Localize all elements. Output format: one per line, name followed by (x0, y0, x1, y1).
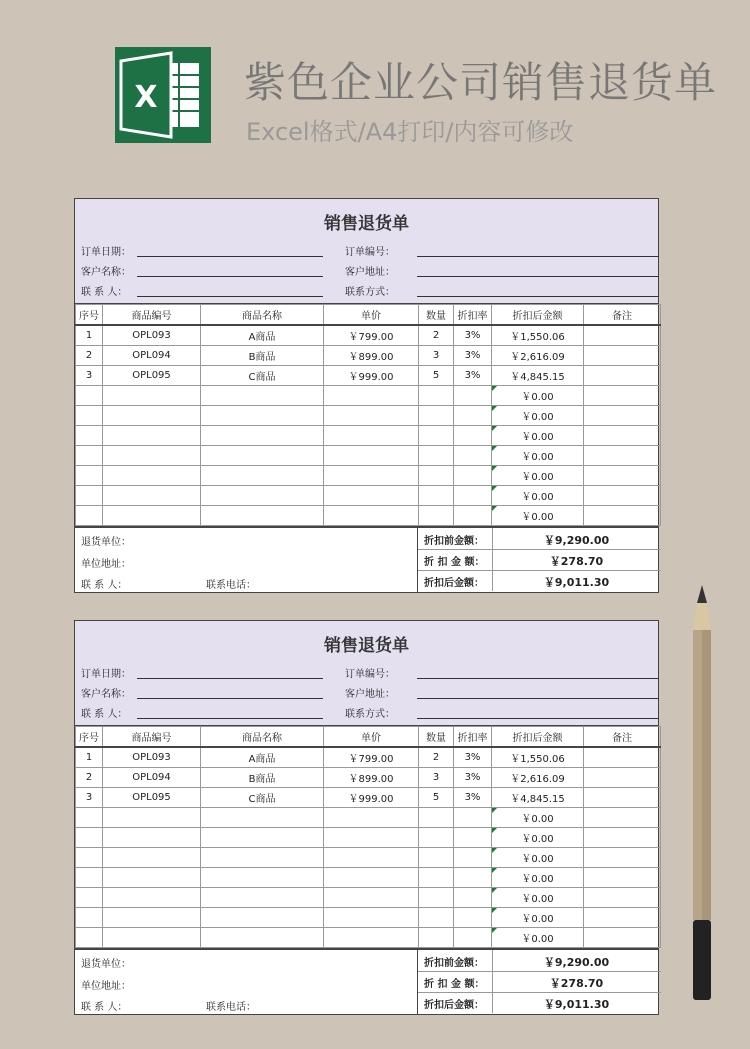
cell-no[interactable] (76, 466, 103, 486)
cell-no[interactable] (76, 486, 103, 506)
cell-note[interactable] (584, 366, 661, 386)
customer-address-label: 客户地址： (345, 689, 395, 700)
cell-price[interactable] (324, 386, 419, 406)
col-amount: 折扣后金额 (492, 727, 584, 748)
formula-indicator-icon (492, 486, 497, 491)
cell-rate[interactable] (454, 848, 492, 868)
cell-code[interactable] (103, 908, 201, 928)
col-no: 序号 (76, 727, 103, 748)
col-price: 单价 (324, 727, 419, 748)
cell-price[interactable] (324, 426, 419, 446)
order-no-label: 订单编号： (345, 247, 395, 258)
table-header-row (76, 727, 661, 748)
total-before-discount (418, 528, 661, 550)
cell-qty[interactable]: 3 (419, 768, 454, 788)
col-amount: 折扣后金额 (492, 305, 584, 326)
cell-price[interactable] (324, 828, 419, 848)
formula-indicator-icon (492, 888, 497, 893)
cell-amount[interactable]: ￥0.00 (492, 848, 584, 868)
col-note: 备注 (584, 305, 661, 326)
cell-price[interactable] (324, 888, 419, 908)
cell-price[interactable] (324, 406, 419, 426)
table-row (76, 466, 661, 486)
cell-note[interactable] (584, 325, 661, 346)
cell-code[interactable]: OPL093 (103, 747, 201, 768)
cell-name[interactable] (201, 828, 324, 848)
cell-note[interactable] (584, 888, 661, 908)
customer-address-field[interactable] (417, 276, 659, 277)
cell-rate[interactable] (454, 928, 492, 948)
cell-price[interactable]: ￥999.00 (324, 366, 419, 386)
cell-note[interactable] (584, 386, 661, 406)
cell-note[interactable] (584, 808, 661, 828)
col-rate: 折扣率 (454, 305, 492, 326)
cell-qty[interactable]: 3 (419, 346, 454, 366)
contact-phone-label: 联系电话： (206, 1002, 256, 1013)
cell-amount[interactable]: ￥0.00 (492, 386, 584, 406)
cell-no[interactable] (76, 426, 103, 446)
discount-value: ￥278.70 (549, 555, 604, 568)
cell-qty[interactable]: 2 (419, 747, 454, 768)
after-discount-value: ￥9,011.30 (543, 998, 610, 1011)
customer-name-label: 客户名称： (81, 689, 131, 700)
cell-no[interactable] (76, 828, 103, 848)
cell-no[interactable]: 3 (76, 366, 103, 386)
cell-rate[interactable] (454, 386, 492, 406)
cell-name[interactable]: A商品 (201, 747, 324, 768)
order-no-label: 订单编号： (345, 669, 395, 680)
cell-rate[interactable] (454, 426, 492, 446)
totals-box (417, 528, 661, 592)
cell-no[interactable] (76, 908, 103, 928)
cell-code[interactable] (103, 848, 201, 868)
contact-phone-label: 联系电话： (206, 580, 256, 591)
cell-code[interactable]: OPL094 (103, 768, 201, 788)
table-row (76, 747, 661, 768)
cell-note[interactable] (584, 406, 661, 426)
contact-field[interactable] (137, 296, 323, 297)
cell-code[interactable] (103, 386, 201, 406)
cell-qty[interactable] (419, 386, 454, 406)
customer-address-label: 客户地址： (345, 267, 395, 278)
cell-amount[interactable]: ￥0.00 (492, 828, 584, 848)
totals-box (417, 950, 661, 1014)
cell-name[interactable]: B商品 (201, 768, 324, 788)
customer-address-field[interactable] (417, 698, 659, 699)
cell-no[interactable] (76, 808, 103, 828)
cell-amount[interactable]: ￥1,550.06 (492, 747, 584, 768)
table-header-row (76, 305, 661, 326)
table-row (76, 506, 661, 526)
table-row (76, 386, 661, 406)
cell-name[interactable]: B商品 (201, 346, 324, 366)
sheet-title: 销售退货单 (324, 214, 409, 234)
cell-no[interactable] (76, 406, 103, 426)
total-after-discount (418, 570, 661, 591)
contact-method-field[interactable] (417, 718, 659, 719)
cell-qty[interactable] (419, 486, 454, 506)
cell-code[interactable]: OPL095 (103, 788, 201, 808)
cell-price[interactable] (324, 486, 419, 506)
table-row (76, 828, 661, 848)
cell-code[interactable] (103, 466, 201, 486)
cell-name[interactable] (201, 486, 324, 506)
table-row (76, 406, 661, 426)
cell-no[interactable]: 2 (76, 768, 103, 788)
svg-text:X: X (134, 80, 158, 115)
cell-name[interactable] (201, 888, 324, 908)
cell-rate[interactable]: 3% (454, 788, 492, 808)
cell-rate[interactable] (454, 406, 492, 426)
unit-address-label: 单位地址： (81, 981, 131, 992)
table-row (76, 808, 661, 828)
sheet-header (75, 199, 658, 304)
cell-note[interactable] (584, 446, 661, 466)
table-row (76, 325, 661, 346)
cell-qty[interactable] (419, 828, 454, 848)
cell-amount[interactable]: ￥0.00 (492, 446, 584, 466)
return-form-sheet-copy (74, 620, 659, 1015)
cell-amount[interactable]: ￥0.00 (492, 928, 584, 948)
cell-code[interactable] (103, 828, 201, 848)
formula-indicator-icon (492, 828, 497, 833)
cell-note[interactable] (584, 426, 661, 446)
table-row (76, 446, 661, 466)
col-code: 商品编号 (103, 305, 201, 326)
cell-qty[interactable] (419, 466, 454, 486)
cell-amount[interactable]: ￥2,616.09 (492, 768, 584, 788)
cell-no[interactable]: 1 (76, 325, 103, 346)
cell-name[interactable]: A商品 (201, 325, 324, 346)
discount-value: ￥278.70 (549, 977, 604, 990)
order-date-label: 订单日期： (81, 669, 131, 680)
cell-price[interactable] (324, 466, 419, 486)
cell-price[interactable]: ￥999.00 (324, 788, 419, 808)
cell-rate[interactable] (454, 888, 492, 908)
cell-amount[interactable]: ￥0.00 (492, 868, 584, 888)
cell-price[interactable]: ￥899.00 (324, 768, 419, 788)
formula-indicator-icon (492, 848, 497, 853)
order-date-label: 订单日期： (81, 247, 131, 258)
cell-no[interactable] (76, 888, 103, 908)
cell-rate[interactable] (454, 486, 492, 506)
cell-code[interactable] (103, 506, 201, 526)
col-qty: 数量 (419, 727, 454, 748)
cell-price[interactable]: ￥799.00 (324, 747, 419, 768)
cell-amount[interactable]: ￥0.00 (492, 486, 584, 506)
cell-no[interactable]: 3 (76, 788, 103, 808)
contact-method-label: 联系方式： (345, 287, 395, 298)
col-price: 单价 (324, 305, 419, 326)
col-qty: 数量 (419, 305, 454, 326)
cell-rate[interactable] (454, 446, 492, 466)
page-title: 紫色企业公司销售退货单 (244, 58, 718, 107)
cell-name[interactable] (201, 868, 324, 888)
page-header (0, 0, 750, 180)
cell-name[interactable] (201, 848, 324, 868)
cell-amount[interactable]: ￥0.00 (492, 808, 584, 828)
formula-indicator-icon (492, 446, 497, 451)
cell-rate[interactable] (454, 506, 492, 526)
formula-indicator-icon (492, 908, 497, 913)
table-row (76, 346, 661, 366)
after-discount-value: ￥9,011.30 (543, 576, 610, 589)
formula-indicator-icon (492, 868, 497, 873)
formula-indicator-icon (492, 386, 497, 391)
cell-amount[interactable]: ￥0.00 (492, 908, 584, 928)
cell-rate[interactable] (454, 908, 492, 928)
cell-name[interactable] (201, 908, 324, 928)
formula-indicator-icon (492, 426, 497, 431)
table-row (76, 848, 661, 868)
before-discount-value: ￥9,290.00 (543, 956, 610, 969)
cell-rate[interactable]: 3% (454, 768, 492, 788)
sheet-title: 销售退货单 (324, 636, 409, 656)
cell-code[interactable] (103, 486, 201, 506)
cell-name[interactable] (201, 386, 324, 406)
formula-indicator-icon (492, 506, 497, 511)
cell-note[interactable] (584, 788, 661, 808)
cell-note[interactable] (584, 747, 661, 768)
formula-indicator-icon (492, 406, 497, 411)
table-row (76, 908, 661, 928)
contact-person-label: 联 系 人： (81, 580, 128, 591)
cell-note[interactable] (584, 868, 661, 888)
cell-amount[interactable]: ￥0.00 (492, 426, 584, 446)
cell-amount[interactable]: ￥0.00 (492, 406, 584, 426)
cell-qty[interactable] (419, 928, 454, 948)
cell-name[interactable] (201, 928, 324, 948)
cell-rate[interactable]: 3% (454, 747, 492, 768)
before-discount-value: ￥9,290.00 (543, 534, 610, 547)
cell-name[interactable] (201, 446, 324, 466)
cell-qty[interactable] (419, 506, 454, 526)
cell-price[interactable]: ￥799.00 (324, 325, 419, 346)
cell-rate[interactable]: 3% (454, 325, 492, 346)
sheet-footer (75, 526, 658, 592)
contact-label: 联 系 人： (81, 709, 128, 720)
cell-name[interactable] (201, 426, 324, 446)
cell-no[interactable]: 2 (76, 346, 103, 366)
contact-field[interactable] (137, 718, 323, 719)
cell-note[interactable] (584, 768, 661, 788)
contact-person-label: 联 系 人： (81, 1002, 128, 1013)
cell-qty[interactable]: 5 (419, 788, 454, 808)
cell-rate[interactable] (454, 828, 492, 848)
cell-amount[interactable]: ￥2,616.09 (492, 346, 584, 366)
cell-code[interactable] (103, 928, 201, 948)
cell-note[interactable] (584, 908, 661, 928)
cell-amount[interactable]: ￥0.00 (492, 466, 584, 486)
sheet-header (75, 621, 658, 726)
discount-label: 折 扣 金 额： (424, 979, 485, 990)
cell-qty[interactable] (419, 808, 454, 828)
cell-qty[interactable] (419, 888, 454, 908)
contact-method-label: 联系方式： (345, 709, 395, 720)
unit-address-label: 单位地址： (81, 559, 131, 570)
table-row (76, 868, 661, 888)
col-name: 商品名称 (201, 305, 324, 326)
col-note: 备注 (584, 727, 661, 748)
cell-code[interactable] (103, 888, 201, 908)
formula-indicator-icon (492, 808, 497, 813)
cell-code[interactable]: OPL093 (103, 325, 201, 346)
pencil-icon (690, 585, 714, 1005)
cell-code[interactable]: OPL094 (103, 346, 201, 366)
cell-qty[interactable] (419, 406, 454, 426)
table-row (76, 888, 661, 908)
cell-no[interactable] (76, 506, 103, 526)
cell-price[interactable] (324, 868, 419, 888)
cell-note[interactable] (584, 506, 661, 526)
cell-note[interactable] (584, 346, 661, 366)
cell-qty[interactable] (419, 848, 454, 868)
customer-name-field[interactable] (137, 698, 323, 699)
page-subtitle: Excel格式/A4打印/内容可修改 (246, 118, 574, 146)
after-discount-label: 折扣后金额： (424, 578, 484, 589)
before-discount-label: 折扣前金额： (424, 958, 484, 969)
cell-amount[interactable]: ￥4,845.15 (492, 366, 584, 386)
sheet-footer (75, 948, 658, 1014)
cell-code[interactable] (103, 426, 201, 446)
cell-no[interactable] (76, 848, 103, 868)
cell-qty[interactable]: 5 (419, 366, 454, 386)
cell-code[interactable] (103, 406, 201, 426)
customer-name-field[interactable] (137, 276, 323, 277)
cell-name[interactable]: C商品 (201, 366, 324, 386)
cell-price[interactable] (324, 808, 419, 828)
cell-qty[interactable] (419, 426, 454, 446)
customer-name-label: 客户名称： (81, 267, 131, 278)
return-unit-label: 退货单位： (81, 537, 131, 548)
cell-code[interactable]: OPL095 (103, 366, 201, 386)
items-table (75, 304, 661, 526)
return-form-sheet (74, 198, 659, 593)
order-date-field[interactable] (137, 256, 323, 257)
cell-code[interactable] (103, 446, 201, 466)
cell-rate[interactable]: 3% (454, 366, 492, 386)
excel-icon (115, 47, 211, 143)
col-rate: 折扣率 (454, 727, 492, 748)
discount-label: 折 扣 金 额： (424, 557, 485, 568)
formula-indicator-icon (492, 466, 497, 471)
cell-rate[interactable] (454, 466, 492, 486)
cell-price[interactable] (324, 908, 419, 928)
col-name: 商品名称 (201, 727, 324, 748)
cell-note[interactable] (584, 828, 661, 848)
cell-note[interactable] (584, 486, 661, 506)
table-row (76, 426, 661, 446)
cell-price[interactable]: ￥899.00 (324, 346, 419, 366)
cell-no[interactable] (76, 446, 103, 466)
contact-method-field[interactable] (417, 296, 659, 297)
cell-no[interactable]: 1 (76, 747, 103, 768)
table-row (76, 768, 661, 788)
order-no-field[interactable] (417, 256, 659, 257)
formula-indicator-icon (492, 928, 497, 933)
items-table (75, 726, 661, 948)
cell-name[interactable]: C商品 (201, 788, 324, 808)
table-row (76, 788, 661, 808)
cell-name[interactable] (201, 808, 324, 828)
cell-rate[interactable]: 3% (454, 346, 492, 366)
cell-name[interactable] (201, 466, 324, 486)
after-discount-label: 折扣后金额： (424, 1000, 484, 1011)
table-row (76, 928, 661, 948)
total-discount (418, 549, 661, 571)
cell-qty[interactable] (419, 868, 454, 888)
cell-amount[interactable]: ￥0.00 (492, 888, 584, 908)
cell-qty[interactable] (419, 446, 454, 466)
table-row (76, 366, 661, 386)
order-date-field[interactable] (137, 678, 323, 679)
col-no: 序号 (76, 305, 103, 326)
cell-code[interactable] (103, 868, 201, 888)
cell-note[interactable] (584, 848, 661, 868)
cell-name[interactable] (201, 506, 324, 526)
total-before-discount (418, 950, 661, 972)
cell-price[interactable] (324, 446, 419, 466)
cell-note[interactable] (584, 928, 661, 948)
table-row (76, 486, 661, 506)
before-discount-label: 折扣前金额： (424, 536, 484, 547)
cell-price[interactable] (324, 928, 419, 948)
cell-rate[interactable] (454, 868, 492, 888)
cell-rate[interactable] (454, 808, 492, 828)
cell-price[interactable] (324, 506, 419, 526)
cell-amount[interactable]: ￥0.00 (492, 506, 584, 526)
order-no-field[interactable] (417, 678, 659, 679)
cell-name[interactable] (201, 406, 324, 426)
total-discount (418, 971, 661, 993)
cell-no[interactable] (76, 386, 103, 406)
cell-price[interactable] (324, 848, 419, 868)
cell-no[interactable] (76, 868, 103, 888)
cell-qty[interactable]: 2 (419, 325, 454, 346)
return-unit-label: 退货单位： (81, 959, 131, 970)
cell-qty[interactable] (419, 908, 454, 928)
cell-no[interactable] (76, 928, 103, 948)
contact-label: 联 系 人： (81, 287, 128, 298)
cell-amount[interactable]: ￥1,550.06 (492, 325, 584, 346)
total-after-discount (418, 992, 661, 1013)
cell-amount[interactable]: ￥4,845.15 (492, 788, 584, 808)
col-code: 商品编号 (103, 727, 201, 748)
cell-note[interactable] (584, 466, 661, 486)
cell-code[interactable] (103, 808, 201, 828)
